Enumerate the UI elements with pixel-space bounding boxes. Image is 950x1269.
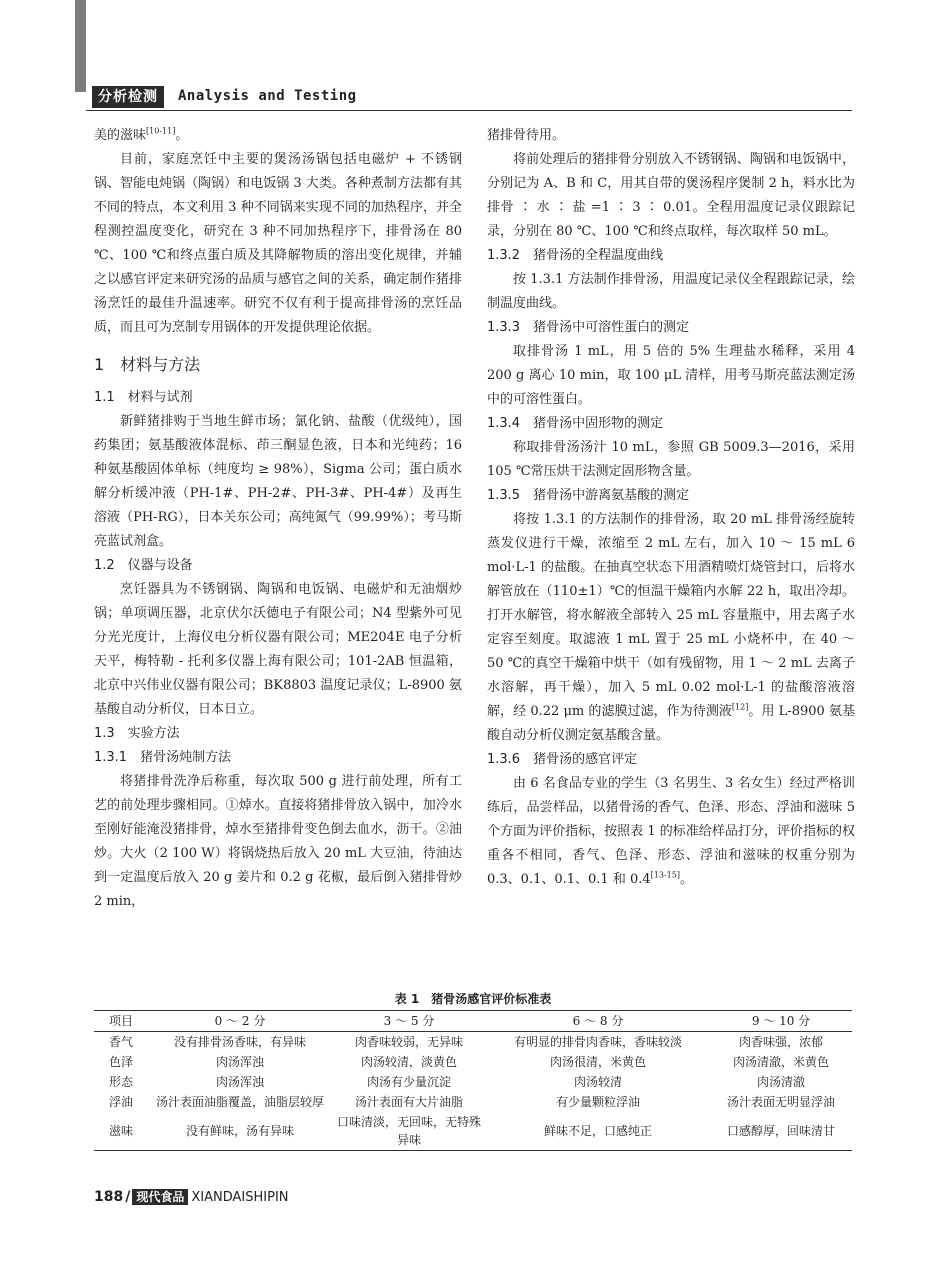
heading-1-3-5: 1.3.5 猪骨汤中游离氨基酸的测定 <box>487 488 690 503</box>
citation: [12] <box>731 702 749 712</box>
heading-1-3-4: 1.3.4 猪骨汤中固形物的测定 <box>487 416 664 431</box>
paragraph-equipment: 烹饪器具为不锈钢锅、陶锅和电饭锅、电磁炉和无油烟炒锅；单项调压器，北京伏尔沃德电子有限公司；N4 型紫外可见分光光度计，上海仪电分析仪器有限公司；ME204E 电子分析天平，梅特勒 - 托利多仪器上海有限公司；101-2AB 恒温箱，北京中兴伟业仪器有限公司；BK8803 温度记录仪；L-8900 氨基酸自动分析仪，日本日立。 <box>94 582 462 717</box>
paragraph-sensory: 由 6 名食品专业的学生（3 名男生、3 名女生）经过严格训练后，品尝样品，以猪骨汤的香气、色泽、形态、浮油和滋味 5 个方面为评价指标，按照表 1 的标准给样品打分，评价指标的权重各不相同，香气、色泽、形态、浮油和滋味的权重分别为 0.3、0.1、0.1、0.1 和 0.4[13-15]。 <box>487 776 855 887</box>
sidebar-bar <box>75 0 86 92</box>
table-header-row <box>94 1011 852 1032</box>
table-cell: 汤汁表面有大片油脂 <box>354 1095 463 1109</box>
table-cell: 有少量颗粒浮油 <box>555 1095 640 1109</box>
heading-1-1: 1.1 材料与试剂 <box>94 390 193 405</box>
page-header <box>86 86 852 111</box>
paragraph-cooking-method: 将猪排骨洗净后称重，每次取 500 g 进行前处理，所有工艺的前处理步骤相同。①焯水。直接将猪排骨放入锅中，加冷水至刚好能淹没猪排骨，焯水至猪排骨变色倒去血水，沥干。②油炒。大火（2 100 W）将锅烧热后放入 20 mL 大豆油，待油达到一定温度后放入 20 g 姜片和 0.2 g 花椒，最后倒入猪排骨炒 2 min， <box>94 774 462 909</box>
table-cell: 鲜味不足，口感纯正 <box>486 1112 710 1151</box>
section-tag: 分析检测 <box>92 86 164 108</box>
table-cell: 汤汁表面无明显浮油 <box>726 1095 835 1109</box>
paragraph-continuation-right: 猪排骨待用。 <box>487 128 566 143</box>
sensory-table <box>94 1010 852 1151</box>
paragraph-pots: 将前处理后的猪排骨分别放入不锈钢锅、陶锅和电饭锅中，分别记为 A、B 和 C，用其自带的煲汤程序煲制 2 h，料水比为排骨 ∶ 水 ∶ 盐 =1 ∶ 3 ∶ 0.01。全程用温度记录仪跟踪记录，分别在 80 ℃、100 ℃和终点取样，每次取样 50 mL。 <box>487 152 855 239</box>
table-cell: 形态 <box>108 1075 133 1089</box>
table-cell: 肉汤很清，米黄色 <box>549 1055 646 1069</box>
journal-name-cn: 现代食品 <box>132 1189 188 1205</box>
table-cell: 香气 <box>108 1035 133 1049</box>
left-column <box>94 124 462 914</box>
table-cell: 肉汤清澈 <box>756 1075 805 1089</box>
table-header-cell: 9 ～ 10 分 <box>710 1011 852 1032</box>
table-row <box>94 1072 852 1092</box>
table-header-cell: 0 ～ 2 分 <box>148 1011 332 1032</box>
page-footer <box>94 1188 289 1208</box>
table-cell: 肉汤浑浊 <box>215 1075 264 1089</box>
table-cell: 汤汁表面油脂覆盖，油脂层较厚 <box>155 1095 324 1109</box>
paragraph-temperature: 按 1.3.1 方法制作排骨汤，用温度记录仪全程跟踪记录，绘制温度曲线。 <box>487 272 855 311</box>
heading-1-3-6: 1.3.6 猪骨汤的感官评定 <box>487 752 638 767</box>
paragraph-amino-acids: 将按 1.3.1 的方法制作的排骨汤，取 20 mL 排骨汤经旋转蒸发仪进行干燥，浓缩至 2 mL 左右，加入 10 ～ 15 mL 6 mol·L-1 的盐酸。在抽真空状态下用酒精喷灯烧管封口，后将水解管放在（110±1）℃的恒温干燥箱内水解 22 h，取出冷却。打开水解管，将水解液全部转入 25 mL 容量瓶中，用去离子水定容至刻度。取滤液 1 mL 置于 25 mL 小烧杯中，在 40 ～ 50 ℃的真空干燥箱中烘干（如有残留物，用 1 ～ 2 mL 去离子水溶解，再干燥），加入 5 mL 0.02 mol·L-1 的盐酸溶液溶解，经 0.22 μm 的滤膜过滤，作为待测液[12]。用 L-8900 氨基酸自动分析仪测定氨基酸含量。 <box>487 512 855 743</box>
table-cell: 肉汤浑浊 <box>215 1055 264 1069</box>
table-cell: 口味清淡，无回味，无特殊异味 <box>332 1112 486 1151</box>
journal-name-en: XIANDAISHIPIN <box>191 1190 289 1205</box>
table-cell: 肉汤较清，淡黄色 <box>360 1055 457 1069</box>
table-caption: 表 1 猪骨汤感官评价标准表 <box>394 992 552 1006</box>
right-column <box>487 124 855 892</box>
table-header-cell: 3 ～ 5 分 <box>332 1011 486 1032</box>
heading-1-3-1: 1.3.1 猪骨汤炖制方法 <box>94 750 232 765</box>
heading-1-2: 1.2 仪器与设备 <box>94 558 193 573</box>
table-cell: 口感醇厚，回味清甘 <box>710 1112 852 1151</box>
table-cell: 肉汤有少量沉淀 <box>366 1075 451 1089</box>
paragraph-intro: 目前，家庭烹饪中主要的煲汤汤锅包括电磁炉 + 不锈钢锅、智能电炖锅（陶锅）和电饭锅 3 大类。各种煮制方法都有其不同的特点，本文利用 3 种不同锅来实现不同的加热程序，并全程测控温度变化，研究在 3 种不同加热程序下，排骨汤在 80 ℃、100 ℃和终点蛋白质及其降解物质的溶出变化规律，并辅之以感官评定来研究汤的品质与感官之间的关系，确定制作猪排汤烹饪的最佳升温速率。研究不仅有利于提高排骨汤的烹饪品质，而且可为烹制专用锅体的开发提供理论依据。 <box>94 152 462 335</box>
footer-slash: / <box>125 1189 131 1205</box>
heading-1-3-2: 1.3.2 猪骨汤的全程温度曲线 <box>487 248 664 263</box>
heading-1-3: 1.3 实验方法 <box>94 726 180 741</box>
heading-1-3-3: 1.3.3 猪骨汤中可溶性蛋白的测定 <box>487 320 690 335</box>
citation: [10-11] <box>146 126 176 136</box>
heading-section-1: 1 材料与方法 <box>94 355 201 374</box>
table-row <box>94 1052 852 1072</box>
table-row <box>94 1092 852 1112</box>
table-cell: 肉香味强，浓郁 <box>738 1035 823 1049</box>
table-row <box>94 1032 852 1053</box>
paragraph-materials: 新鲜猪排购于当地生鲜市场；氯化钠、盐酸（优级纯），国药集团；氨基酸液体混标、茚三酮显色液，日本和光纯药；16 种氨基酸固体单标（纯度均 ≥ 98%），Sigma 公司；蛋白质水解分析缓冲液（PH-1#、PH-2#、PH-3#、PH-4#）及再生溶液（PH-RG），日本关东公司；高纯氮气（99.99%）；考马斯亮蓝试剂盒。 <box>94 414 462 549</box>
paragraph-protein: 取排骨汤 1 mL，用 5 倍的 5% 生理盐水稀释，采用 4 200 g 离心 10 min，取 100 μL 清样，用考马斯亮蓝法测定汤中的可溶性蛋白。 <box>487 344 855 407</box>
table-cell: 滋味 <box>94 1112 148 1151</box>
paragraph-solids: 称取排骨汤汤汁 10 mL，参照 GB 5009.3—2016，采用 105 ℃常压烘干法测定固形物含量。 <box>487 440 855 479</box>
table-header-cell: 6 ～ 8 分 <box>486 1011 710 1032</box>
table-cell: 肉香味较弱，无异味 <box>354 1035 463 1049</box>
paragraph-continuation: 美的滋味[10-11]。 <box>94 126 189 143</box>
table-cell: 色泽 <box>108 1055 133 1069</box>
table-row <box>94 1112 852 1151</box>
table-cell: 有明显的排骨肉香味，香味较淡 <box>513 1035 682 1049</box>
table-header-cell: 项目 <box>94 1011 148 1032</box>
section-title-en: Analysis and Testing <box>178 88 357 104</box>
table-cell: 肉汤较清 <box>573 1075 622 1089</box>
page-number: 188 <box>94 1189 124 1205</box>
table-cell: 肉汤清澈，米黄色 <box>732 1055 829 1069</box>
table-cell: 没有鲜味，汤有异味 <box>148 1112 332 1151</box>
table-cell: 没有排骨汤香味，有异味 <box>173 1035 306 1049</box>
citation: [13-15] <box>650 870 680 880</box>
table-cell: 浮油 <box>108 1095 133 1109</box>
